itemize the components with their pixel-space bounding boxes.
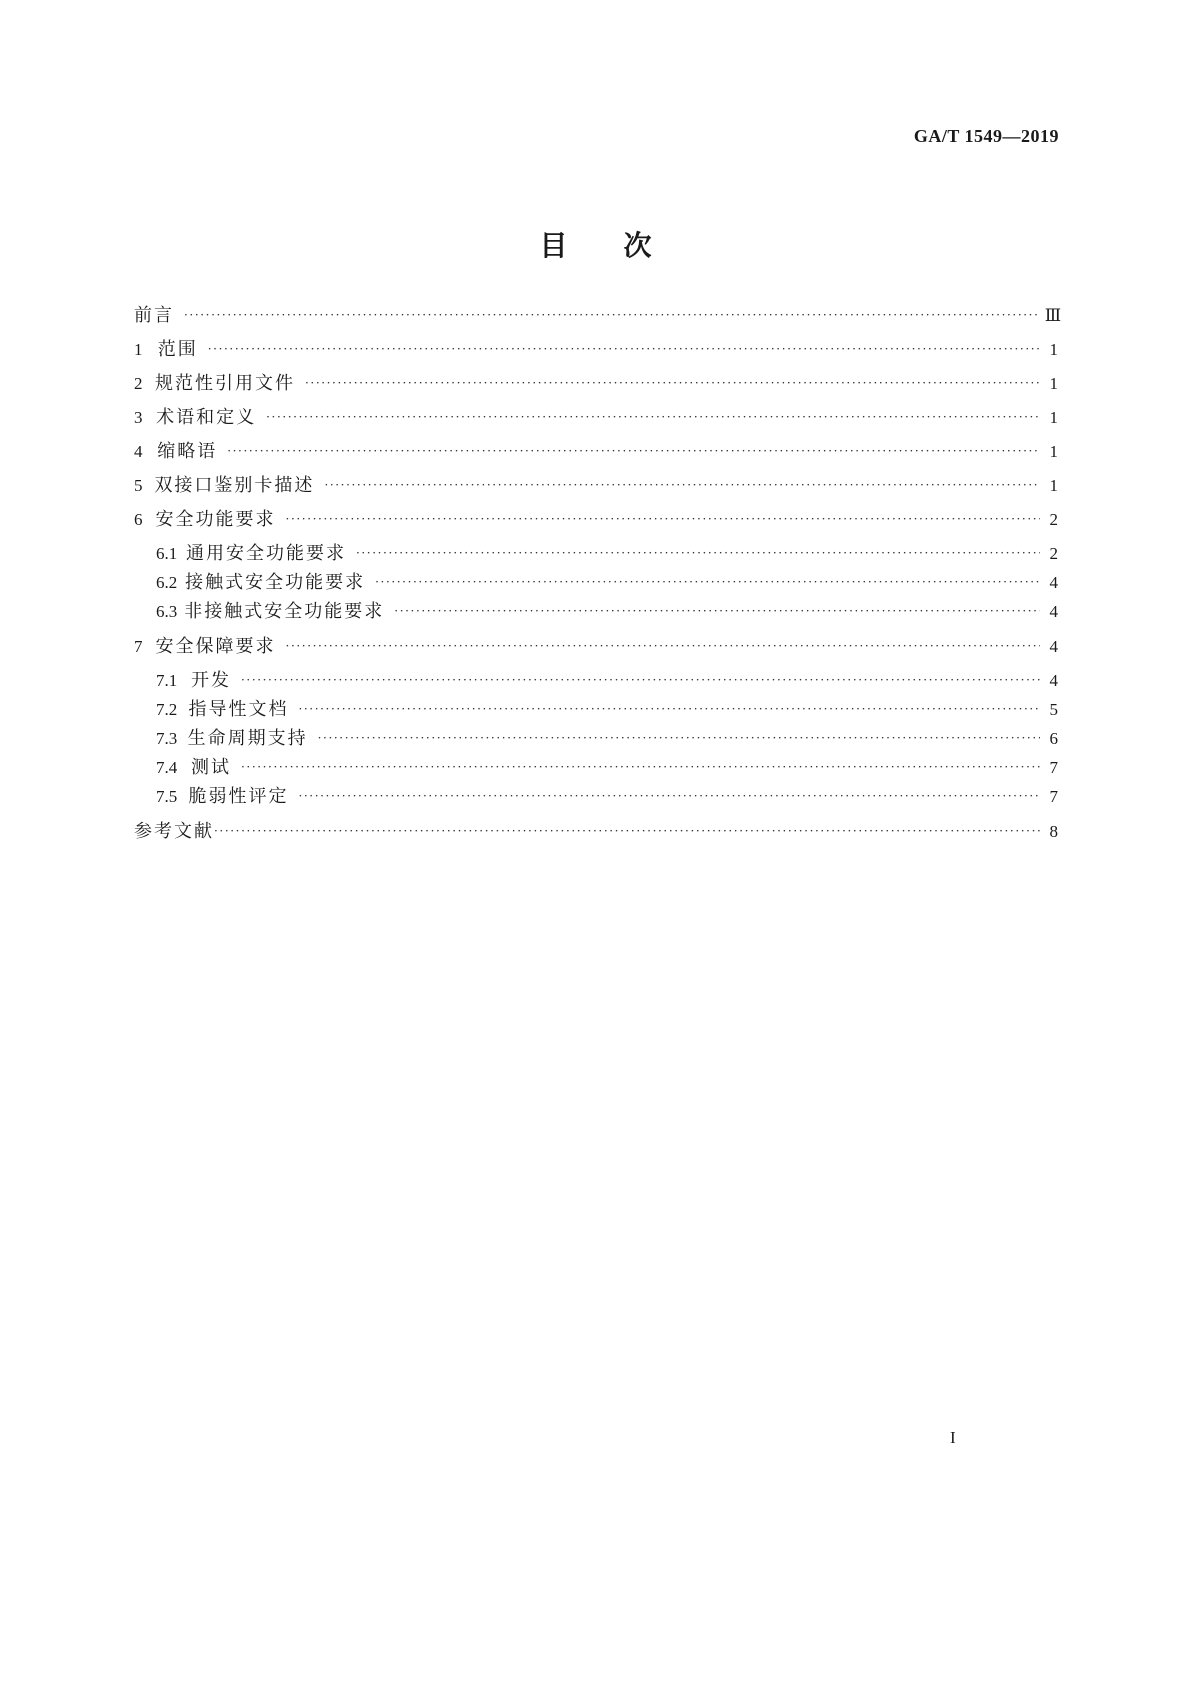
toc-number: 6.1	[156, 544, 178, 563]
toc-label: 脆弱性评定	[188, 786, 289, 807]
toc-number: 4	[134, 442, 143, 461]
dot-leader	[266, 405, 1040, 429]
toc-number: 3	[134, 408, 143, 427]
toc-label: 双接口鉴别卡描述	[154, 475, 315, 496]
toc-label: 开发	[190, 670, 231, 691]
toc-page: 1	[1049, 442, 1058, 461]
toc-page: 8	[1049, 822, 1058, 841]
dot-leader	[227, 439, 1040, 463]
toc-number: 7.4	[156, 758, 178, 777]
toc-page: 1	[1049, 408, 1058, 427]
toc-page: 6	[1049, 729, 1058, 748]
toc-entry-7-4[interactable]	[156, 756, 1058, 781]
dot-leader	[375, 570, 1040, 594]
toc-number: 7.1	[156, 671, 178, 690]
dot-leader	[318, 726, 1040, 750]
toc-number: 6.3	[156, 602, 178, 621]
toc-page: 4	[1049, 573, 1058, 592]
dot-leader	[184, 303, 1037, 327]
toc-entry-6-1[interactable]	[156, 542, 1058, 567]
dot-leader	[298, 697, 1040, 721]
toc-label: 通用安全功能要求	[185, 543, 346, 564]
toc-label: 生命周期支持	[187, 728, 308, 749]
document-id: GA/T 1549—2019	[913, 126, 1059, 146]
toc-number: 7.5	[156, 787, 178, 806]
toc-number: 7	[134, 637, 143, 656]
toc-page: 1	[1049, 374, 1058, 393]
toc-entry-2[interactable]	[134, 372, 1058, 397]
toc-page: 2	[1049, 544, 1058, 563]
toc-page: 1	[1049, 476, 1058, 495]
toc-page: 5	[1049, 700, 1058, 719]
dot-leader	[286, 634, 1040, 658]
toc-entry-1[interactable]	[134, 338, 1058, 363]
toc-label: 术语和定义	[156, 407, 257, 428]
toc-label: 接触式安全功能要求	[185, 572, 366, 593]
page-number: I	[950, 1428, 956, 1447]
toc-entry-7-5[interactable]	[156, 785, 1058, 810]
dot-leader	[356, 541, 1040, 565]
toc-entry-4[interactable]	[134, 440, 1058, 465]
toc-entry-foreword[interactable]	[134, 304, 1062, 329]
toc-page: 2	[1049, 510, 1058, 529]
toc-page: 4	[1049, 602, 1058, 621]
toc-number: 1	[134, 340, 143, 359]
toc-page: 7	[1049, 758, 1058, 777]
dot-leader	[241, 755, 1040, 779]
toc-label: 指导性文档	[188, 699, 289, 720]
toc-entry-bibliography[interactable]	[134, 820, 1058, 845]
toc-label: 测试	[190, 757, 231, 778]
toc-number: 6	[134, 510, 143, 529]
dot-leader	[214, 819, 1040, 843]
toc-label: 规范性引用文件	[154, 373, 295, 394]
dot-leader	[286, 507, 1040, 531]
toc-number: 7.2	[156, 700, 178, 719]
toc-label: 安全功能要求	[155, 509, 276, 530]
toc-label: 安全保障要求	[155, 636, 276, 657]
toc-entry-3[interactable]	[134, 406, 1058, 431]
toc-entry-6-2[interactable]	[156, 571, 1058, 596]
dot-leader	[305, 371, 1040, 395]
dot-leader	[208, 337, 1040, 361]
toc-label: 前言	[134, 305, 174, 326]
dot-leader	[394, 599, 1040, 623]
toc-label: 缩略语	[157, 441, 218, 462]
toc-entry-7-2[interactable]	[156, 698, 1058, 723]
toc-page: Ⅲ	[1044, 306, 1062, 325]
toc-page: 7	[1049, 787, 1058, 806]
toc-entry-5[interactable]	[134, 474, 1058, 499]
toc-number: 5	[134, 476, 143, 495]
page-title: 目次	[539, 229, 708, 262]
toc-page: 4	[1049, 671, 1058, 690]
toc-entry-6[interactable]	[134, 508, 1058, 533]
toc-page: 1	[1049, 340, 1058, 359]
toc-label: 参考文献	[134, 821, 214, 842]
toc-number: 2	[134, 374, 143, 393]
toc-label: 非接触式安全功能要求	[184, 601, 385, 622]
toc-entry-6-3[interactable]	[156, 600, 1058, 625]
toc-page: 4	[1049, 637, 1058, 656]
dot-leader	[298, 784, 1040, 808]
dot-leader	[241, 668, 1040, 692]
toc-entry-7-3[interactable]	[156, 727, 1058, 752]
toc-label: 范围	[157, 339, 198, 360]
dot-leader	[324, 473, 1040, 497]
toc-number: 7.3	[156, 729, 178, 748]
toc-entry-7[interactable]	[134, 635, 1058, 660]
toc-number: 6.2	[156, 573, 178, 592]
toc-entry-7-1[interactable]	[156, 669, 1058, 694]
